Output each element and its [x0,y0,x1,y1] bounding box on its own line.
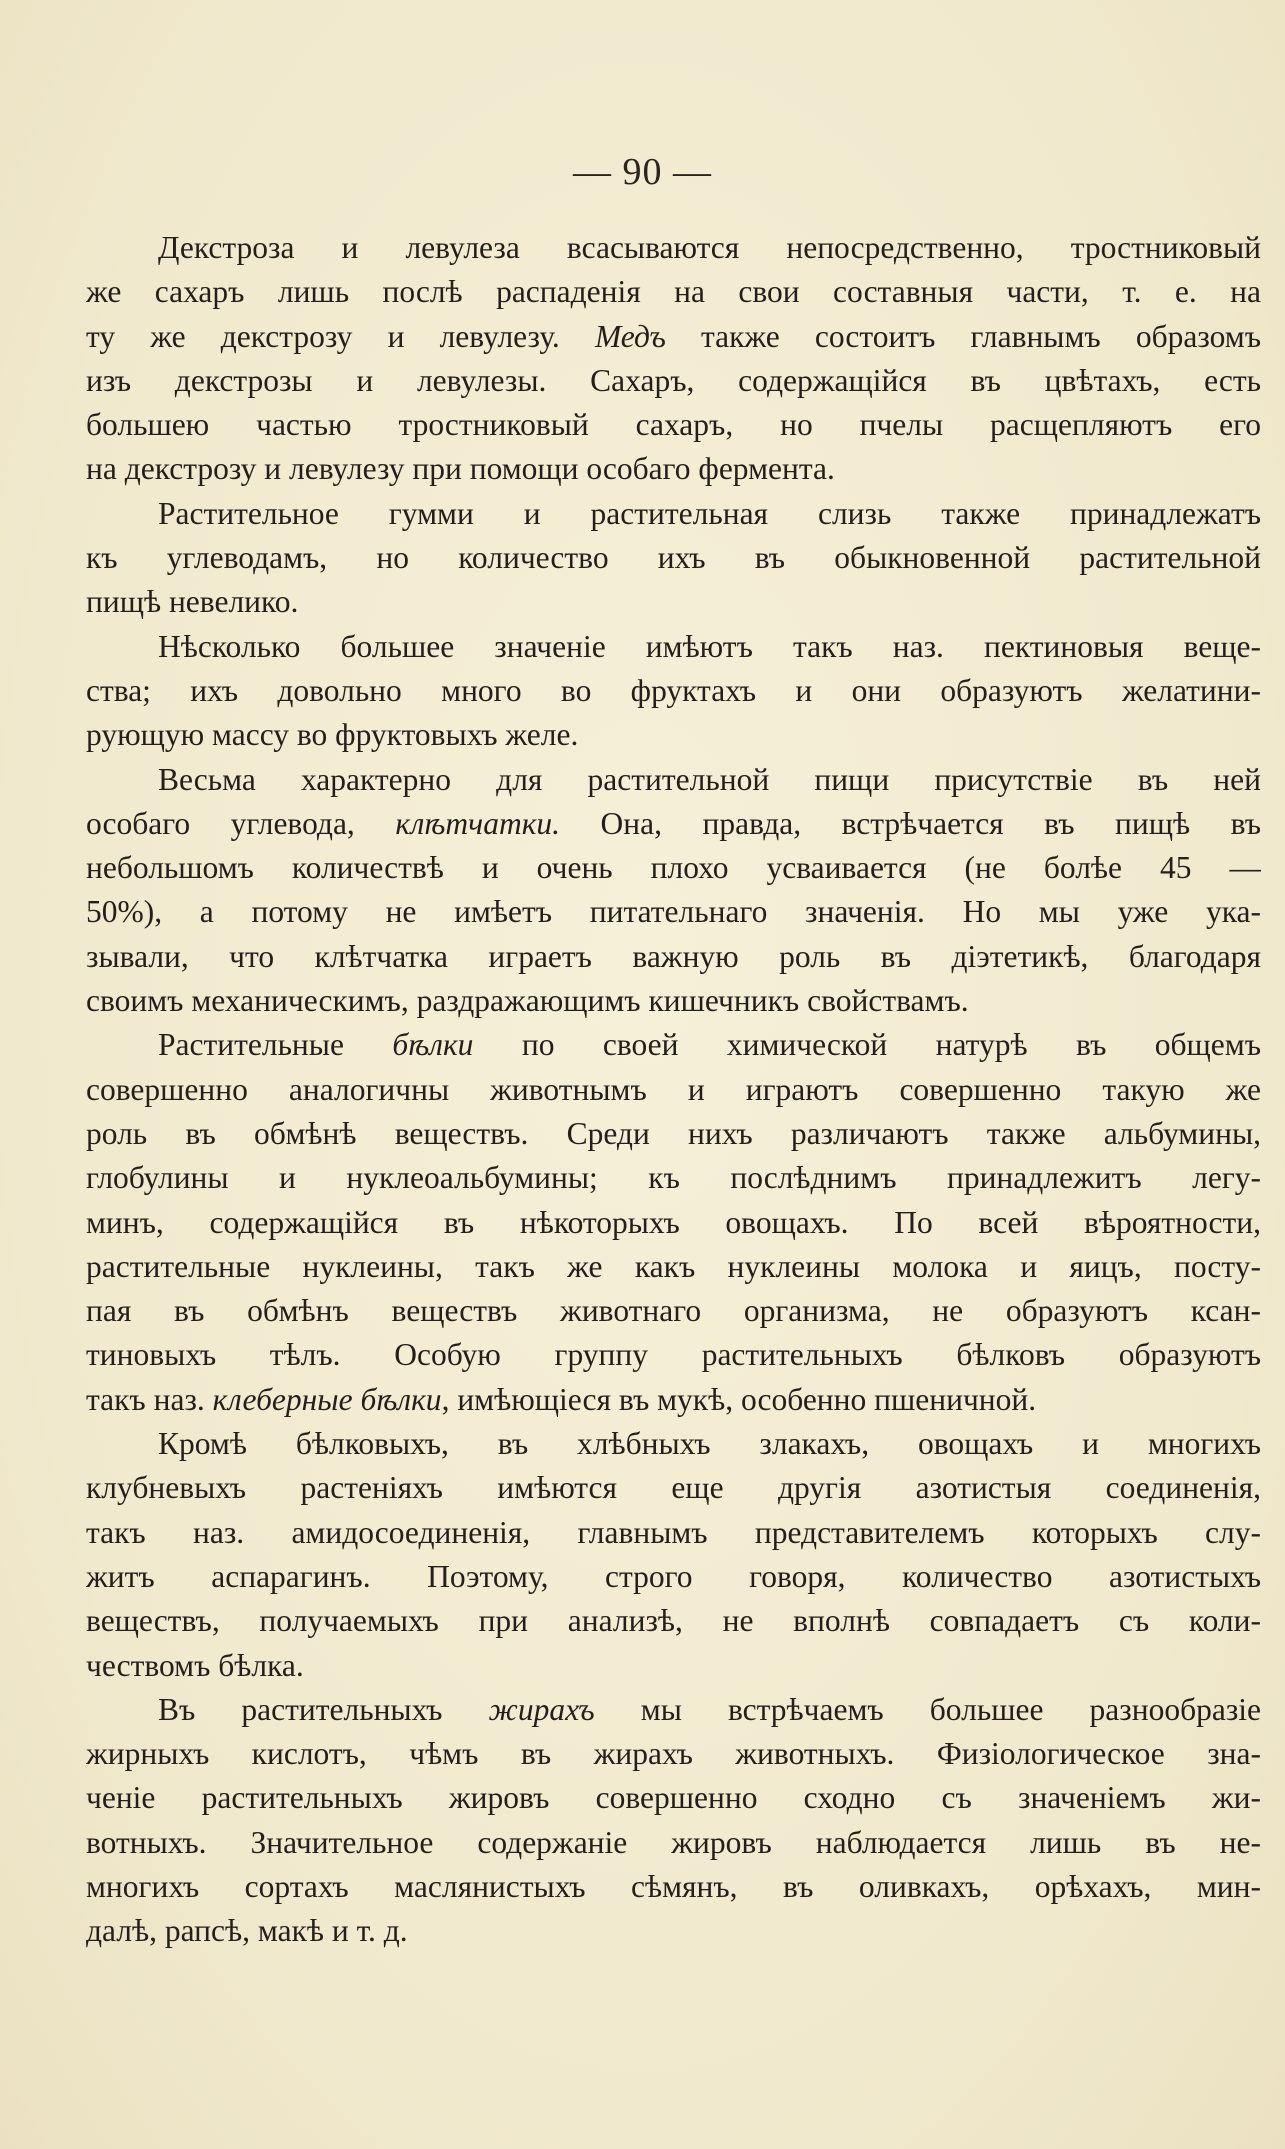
text-line: клубневыхъ растеніяхъ имѣются еще другія азотистыя соединенія, [86,1470,1261,1506]
text-segment: Она, правда, встрѣчается въ пищѣ въ [560,805,1261,841]
text-line: Декстроза и левулеза всасываются непосредственно, тростниковый [158,230,1261,265]
text-line: ченіе растительныхъ жировъ совершенно сходно съ значеніемъ жи- [86,1780,1261,1816]
italic-term: бѣлки [392,1027,474,1063]
text-line: совершенно аналогичны животнымъ и играютъ совершенно такую же [86,1071,1261,1107]
text-line: вотныхъ. Значительное содержаніе жировъ наблюдается лишь въ не- [86,1824,1261,1860]
italic-term: клѣтчатки. [395,805,561,841]
text-line: Кромѣ бѣлковыхъ, въ хлѣбныхъ злакахъ, овощахъ и многихъ [158,1426,1261,1462]
text-segment: мы встрѣчаемъ большее разнообразіе [594,1691,1261,1727]
text-line: такъ наз. амидосоединенія, главнымъ представителемъ которыхъ слу- [86,1514,1261,1550]
text-segment: Въ растительныхъ [158,1691,489,1727]
text-line: 50%), а потому не имѣетъ питательнаго значенія. Но мы уже ука- [86,894,1261,930]
text-line: жирныхъ кислотъ, чѣмъ въ жирахъ животныхъ. Физіологическое зна- [86,1736,1261,1772]
page-number: — 90 — [573,151,712,193]
text-segment: , имѣющіеся въ мукѣ, особенно пшеничной. [441,1381,1037,1417]
text-line: рующую массу во фруктовыхъ желе. [86,717,579,753]
text-line: многихъ сортахъ маслянистыхъ сѣмянъ, въ оливкахъ, орѣхахъ, мин- [86,1868,1261,1904]
paragraph [86,758,1261,1024]
text-line [86,802,1261,846]
text-line: пая въ обмѣнъ веществъ животнаго организма, не образуютъ ксан- [86,1293,1261,1329]
text-line: изъ декстрозы и левулезы. Сахаръ, содержащійся въ цвѣтахъ, есть [86,362,1261,398]
text-line: небольшомъ количествѣ и очень плохо усваивается (не болѣе 45 — [86,850,1261,886]
text-line: растительные нуклеины, такъ же какъ нуклеины молока и яицъ, посту- [86,1248,1261,1284]
text-line: Нѣсколько большее значеніе имѣютъ такъ наз. пектиновыя веще- [158,628,1261,664]
text-segment: Растительные [158,1027,393,1063]
text-line: зывали, что клѣтчатка играетъ важную роль въ діэтетикѣ, благодаря [86,938,1261,974]
text-line [86,1688,1261,1732]
text-line: глобулины и нуклеоальбумины; къ послѣднимъ принадлежитъ легу- [86,1160,1261,1196]
text-segment: также состоитъ главнымъ образомъ [665,318,1261,354]
italic-term: Медъ [594,318,666,354]
text-line: житъ аспарагинъ. Поэтому, строго говоря, количество азотистыхъ [86,1558,1261,1594]
text-line: Весьма характерно для растительной пищи присутствіе въ ней [158,761,1261,797]
paragraph [86,1023,1261,1422]
paragraph [86,625,1261,758]
paragraph [86,1422,1261,1688]
text-line: чествомъ бѣлка. [86,1647,304,1683]
text-line: пищѣ невелико. [86,584,299,620]
italic-term: жирахъ [488,1691,595,1727]
text-line: далѣ, рапсѣ, макѣ и т. д. [86,1913,408,1949]
italic-term: клеберные бѣлки [212,1381,442,1417]
text-line [86,1378,1261,1422]
text-line: большею частью тростниковый сахаръ, но пчелы расщепляютъ его [86,407,1261,443]
body-text [86,226,1261,1954]
text-line: къ углеводамъ, но количество ихъ въ обыкновенной растительной [86,540,1261,576]
text-line [86,315,1261,359]
text-line: на декстрозу и левулезу при помощи особаго фермента. [86,451,835,487]
text-line: роль въ обмѣнѣ веществъ. Среди нихъ различаютъ также альбумины, [86,1115,1261,1151]
text-segment: по своей химической натурѣ въ общемъ [473,1027,1261,1063]
paragraph [86,492,1261,625]
text-line: же сахаръ лишь послѣ распаденія на свои составныя части, т. е. на [86,274,1261,310]
text-line: своимъ механическимъ, раздражающимъ кишечникъ свойствамъ. [86,983,969,1019]
text-line: ства; ихъ довольно много во фруктахъ и они образуютъ желатини- [86,672,1261,708]
text-line: тиновыхъ тѣлъ. Особую группу растительныхъ бѣлковъ образуютъ [86,1337,1261,1373]
text-line: Растительное гумми и растительная слизь также принадлежатъ [158,495,1261,531]
paragraph [86,226,1261,492]
text-line [86,1023,1261,1067]
text-line: минъ, содержащійся въ нѣкоторыхъ овощахъ. По всей вѣроятности, [86,1204,1261,1240]
text-segment: ту же декстрозу и левулезу. [86,318,595,354]
paragraph [86,1688,1261,1954]
text-line: веществъ, получаемыхъ при анализѣ, не вполнѣ совпадаетъ съ коли- [86,1603,1261,1639]
text-segment: такъ наз. [86,1381,213,1417]
text-segment: особаго углевода, [86,805,396,841]
